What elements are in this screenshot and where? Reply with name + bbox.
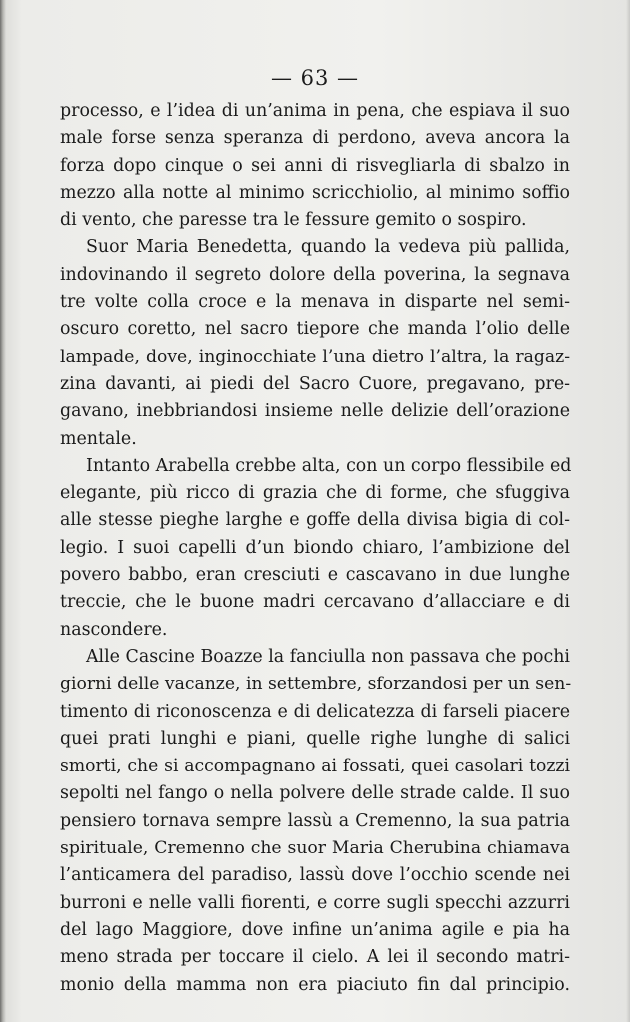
text-line: burroni e nelle valli fiorenti, e corre sugli specchi azzurri — [60, 892, 570, 913]
text-line: indovinando il segreto dolore della poverina, la segnava — [60, 264, 570, 285]
page-number: — 63 — — [270, 66, 360, 90]
text-line: legio. I suoi capelli d’un biondo chiaro, l’ambizione del — [60, 537, 570, 558]
text-line: pensiero tornava sempre lassù a Cremenno, la sua patria — [60, 810, 570, 831]
body-text — [60, 98, 570, 999]
text-line: forza dopo cinque o sei anni di risvegliarla di sbalzo in — [60, 155, 570, 176]
text-line: di vento, che paresse tra le fessure gemito o sospiro. — [60, 210, 527, 231]
page-binding-edge — [0, 0, 6, 1022]
text-line: zina davanti, ai piedi del Sacro Cuore, pregavano, pre- — [60, 373, 570, 394]
text-line: Intanto Arabella crebbe alta, con un corpo flessibile ed — [86, 455, 572, 476]
text-line: quei prati lunghi e piani, quelle righe lunghe di salici — [60, 728, 570, 749]
text-line: gavano, inebbriandosi insieme nelle delizie dell’orazione — [60, 401, 570, 422]
text-line: treccie, che le buone madri cercavano d’allacciare e di — [60, 592, 570, 613]
text-line: povero babbo, eran cresciuti e cascavano in due lunghe — [60, 565, 570, 586]
text-line: sepolti nel fango o nella polvere delle strade calde. Il suo — [60, 783, 570, 804]
text-line: oscuro coretto, nel sacro tiepore che manda l’olio delle — [60, 319, 570, 340]
text-line: monio della mamma non era piaciuto fin dal principio. — [60, 974, 570, 995]
text-line: Suor Maria Benedetta, quando la vedeva più pallida, — [86, 237, 570, 258]
text-line: meno strada per toccare il cielo. A lei il secondo matri- — [60, 947, 570, 968]
page-right-edge — [626, 0, 630, 1022]
text-line: smorti, che si accompagnano ai fossati, quei casolari tozzi — [60, 756, 570, 777]
text-line: processo, e l’idea di un’anima in pena, che espiava il suo — [60, 101, 570, 121]
text-line: l’anticamera del paradiso, lassù dove l’occhio scende nei — [60, 865, 570, 886]
text-line: male forse senza speranza di perdono, aveva ancora la — [60, 128, 570, 149]
text-line: timento di riconoscenza e di delicatezza di farseli piacere — [60, 701, 570, 722]
text-line: mentale. — [60, 428, 137, 449]
text-line: elegante, più ricco di grazia che di forme, che sfuggiva — [60, 483, 570, 504]
text-line: Alle Cascine Boazze la fanciulla non passava che pochi — [86, 646, 570, 667]
text-line: del lago Maggiore, dove infine un’anima agile e pia ha — [60, 919, 570, 940]
text-line: lampade, dove, inginocchiate l’una dietro l’altra, la ragaz- — [60, 346, 570, 367]
text-line: mezzo alla notte al minimo scricchiolio, al minimo soffio — [60, 182, 570, 203]
text-line: tre volte colla croce e la menava in disparte nel semi- — [60, 292, 570, 313]
text-line: giorni delle vacanze, in settembre, sforzandosi per un sen- — [60, 674, 572, 695]
text-line: spirituale, Cremenno che suor Maria Cherubina chiamava — [60, 838, 570, 859]
text-line: alle stesse pieghe larghe e goffe della divisa bigia di col- — [60, 510, 570, 531]
text-line: nascondere. — [60, 619, 168, 640]
